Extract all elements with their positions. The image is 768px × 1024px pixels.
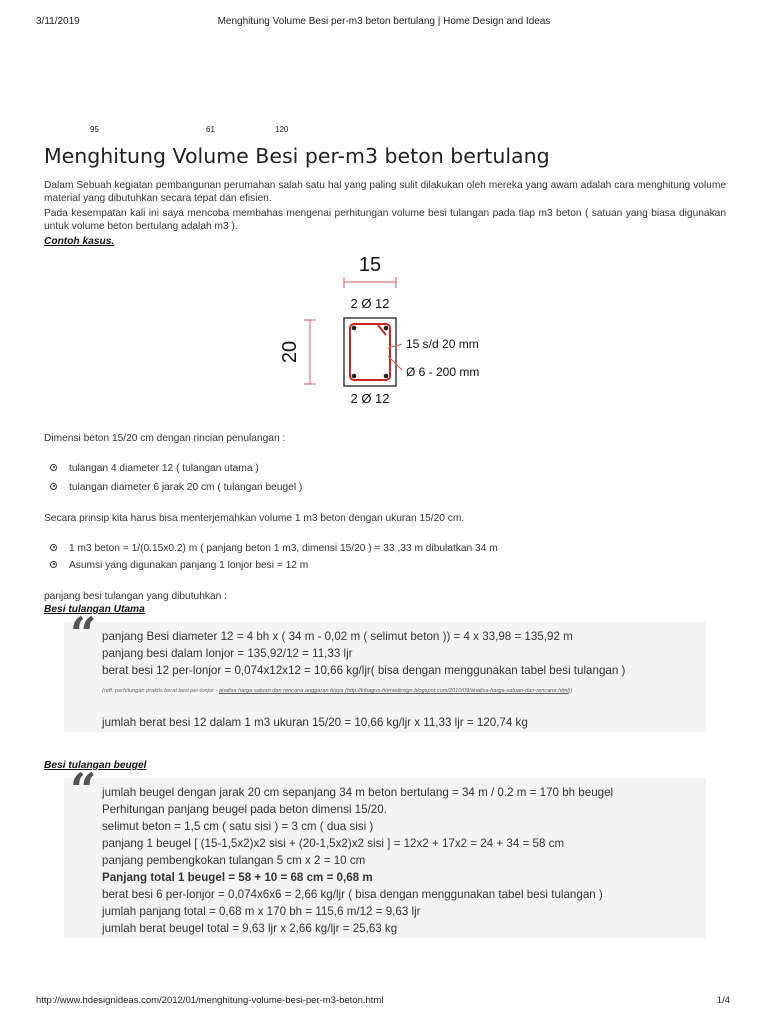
quote-line: panjang pembengkokan tulangan 5 cm x 2 = 10 cm (102, 854, 366, 867)
share-count-pinterest[interactable]: 120 (275, 125, 289, 134)
list-item: 1 m3 beton = 1/(0.15x0.2) m ( panjang beton 1 m3, dimensi 15/20 ) = 33 ,33 m dibulatkan 34 m (50, 543, 498, 554)
bullet-icon (50, 483, 57, 490)
quote-icon: “ (70, 607, 97, 661)
quote-line: panjang besi dalam lonjor = 135,92/12 = 11,33 ljr (102, 647, 353, 660)
needed-text: panjang besi tulangan yang dibutuhkan : (44, 591, 227, 602)
list-item: tulangan diameter 6 jarak 20 cm ( tulangan beugel ) (50, 482, 302, 493)
share-count-twitter[interactable]: 61 (206, 125, 215, 134)
bullet-icon (50, 561, 57, 568)
bullet-icon (50, 544, 57, 551)
reference-note: (reff. perhitungan praktis berat besi per-lonjor - analisa harga satuan dan rencana anggaran biaya (http://kibagus-homedesign.blogspot.com/2010/09/analisa-harga-satuan-dan-rencana.html)) (102, 688, 573, 694)
share-count-facebook[interactable]: 95 (90, 125, 99, 134)
intro-paragraph-2: Pada kesempatan kali ini saya mencoba membahas mengenai perhitungan volume besi tulangan pada tiap m3 beton ( satuan yang biasa digunakan untuk volume beton bertulang adalah m3 ). (44, 208, 726, 232)
reference-link[interactable]: analisa harga satuan dan rencana anggaran biaya (http://kibagus-homedesign.blogspot.com/2010/09/analisa-harga-satuan-dan-rencana.html (218, 688, 569, 694)
stirrup-unit-label: mm (459, 365, 480, 379)
quote-line: panjang Besi diameter 12 = 4 bh x ( 34 m - 0,02 m ( selimut beton )) = 4 x 33,98 = 135,92 m (102, 630, 573, 643)
list-item: Asumsi yang digunakan panjang 1 lonjor besi = 12 m (50, 560, 308, 571)
stirrup-spacing-label: 15 s/d 20 mm (406, 337, 479, 351)
quote-line: berat besi 6 per-lonjor = 0,074x6x6 = 2,66 kg/ljr ( bisa dengan menggunakan tabel besi tulangan ) (102, 888, 603, 901)
stirrup-heading: Besi tulangan beugel (44, 760, 147, 771)
print-footer-url: http://www.hdesignideas.com/2012/01/menghitung-volume-besi-per-m3-beton.html (36, 995, 384, 1006)
svg-text:Ø 6 - 200 mm (406, 365, 479, 379)
stirrup-diameter-label: Ø 6 - 200 (406, 365, 457, 379)
beam-section-diagram (270, 248, 510, 420)
intro-paragraph: Dalam Sebuah kegiatan pembangunan perumahan salah satu hal yang paling sulit dilakukan oleh mereka yang awam adalah cara menghitung volume material yang dibutuhkan secara tepat dan efisien. (44, 180, 726, 204)
quote-line: jumlah panjang total = 0,68 m x 170 bh = 115,6 m/12 = 9,63 ljr (102, 905, 421, 918)
quote-icon: “ (70, 763, 97, 817)
dimension-text: Dimensi beton 15/20 cm dengan rincian penulangan : (44, 433, 286, 444)
width-label: 15 (358, 254, 382, 276)
quote-line: berat besi 12 per-lonjor = 0,074x12x12 = 10,66 kg/ljr( bisa dengan menggunakan tabel besi tulangan ) (102, 664, 626, 677)
list-item: tulangan 4 diameter 12 ( tulangan utama ) (50, 463, 259, 474)
quote-line: jumlah beugel dengan jarak 20 cm sepanjang 34 m beton bertulang = 34 m / 0.2 m = 170 bh beugel (102, 786, 614, 799)
quote-line: jumlah berat beugel total = 9,63 ljr x 2,66 kg/ljr = 25,63 kg (102, 922, 398, 935)
quote-line-emphasis: Panjang total 1 beugel = 58 + 10 = 68 cm = 0,68 m (102, 871, 373, 884)
quote-line: selimut beton = 1,5 cm ( satu sisi ) = 3 cm ( dua sisi ) (102, 820, 374, 833)
case-heading: Contoh kasus. (44, 236, 115, 247)
quote-line: jumlah berat besi 12 dalam 1 m3 ukuran 15/20 = 10,66 kg/ljr x 11,33 ljr = 120,74 kg (102, 716, 528, 729)
bottom-rebar-label: 2 Ø 12 (350, 391, 390, 406)
principle-text: Secara prinsip kita harus bisa menterjemahkan volume 1 m3 beton dengan ukuran 15/20 cm. (44, 513, 465, 524)
top-rebar-label: 2 Ø 12 (350, 296, 390, 311)
print-date: 3/11/2019 (36, 16, 80, 27)
main-rebar-heading: Besi tulangan Utama (44, 604, 145, 615)
quote-line: Perhitungan panjang beugel pada beton dimensi 15/20. (102, 803, 387, 816)
print-page-number: 1/4 (716, 995, 730, 1006)
print-title: Menghitung Volume Besi per-m3 beton bertulang | Home Design and Ideas (217, 16, 551, 27)
bullet-icon (50, 464, 57, 471)
article-title: Menghitung Volume Besi per-m3 beton bertulang (44, 144, 550, 168)
quote-line: panjang 1 beugel [ (15-1,5x2)x2 sisi + (20-1,5x2)x2 sisi ] = 12x2 + 17x2 = 24 + 34 = 58 cm (102, 837, 565, 850)
height-label: 20 (279, 340, 301, 364)
